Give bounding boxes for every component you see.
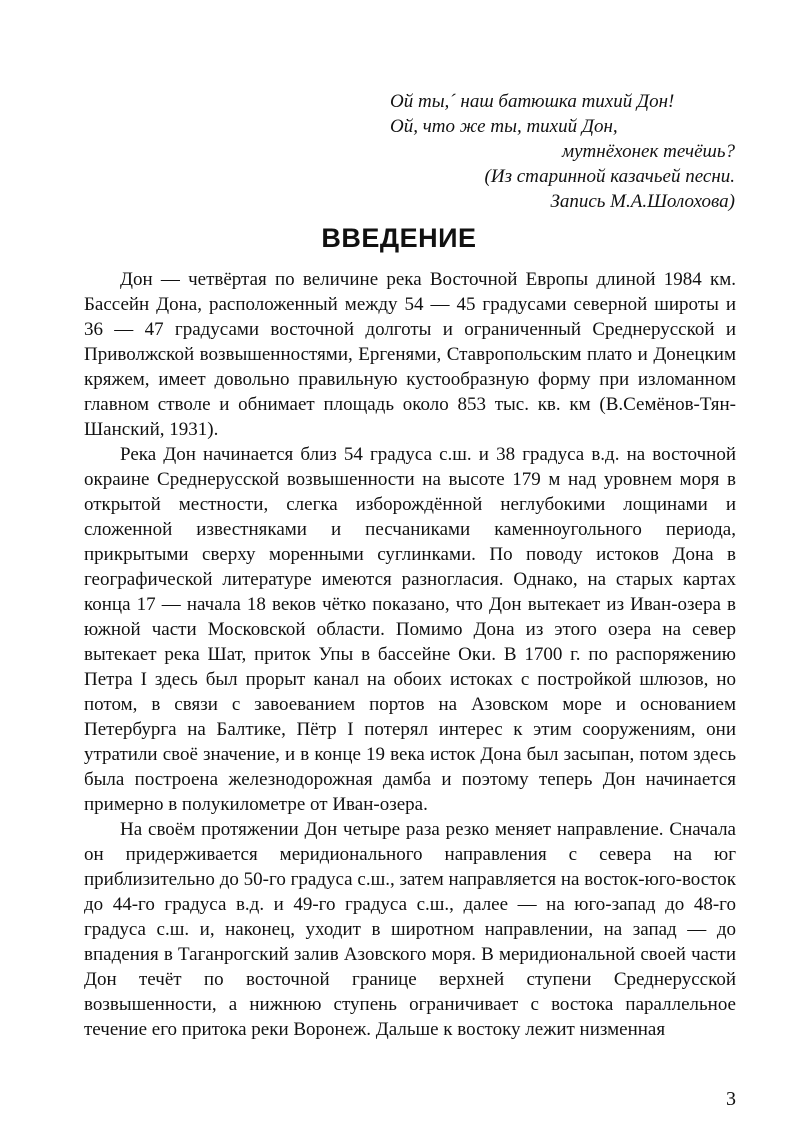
chapter-title: ВВЕДЕНИЕ [321, 223, 477, 253]
epigraph-line: (Из старинной казачьей песни. [484, 166, 735, 187]
epigraph-line: Запись М.А.Шолохова) [550, 191, 735, 212]
paragraph: Дон — четвёртая по величине река Восточной Европы длиной 1984 км. Бассейн Дона, расположенный между 54 — 45 градусами северной широты и 36 — 47 градусами восточной долготы и ограниченный Среднерусской и Приволжской возвышенностями, Ергенями, Ставропольским плато и Донецким кряжем, имеет довольно правильную кустообразную форму при изломанном главном стволе и обнимает площадь около 853 тыс. кв. км (В.Семёнов-Тян-Шанский, 1931). [84, 269, 736, 440]
paragraph: Река Дон начинается близ 54 градуса с.ш. и 38 градуса в.д. на восточной окраине Среднерусской возвышенности на высоте 179 м над уровнем моря в открытой местности, слегка изборождённой неглубокими лощинами и сложенной известняками и песчаниками каменноугольного периода, прикрытыми сверху моренными суглинками. По поводу истоков Дона в географической литературе имеются разногласия. Однако, на старых картах конца 17 — начала 18 веков чётко показано, что Дон вытекает из Иван-озера в южной части Московской области. Помимо Дона из этого озера на север вытекает река Шат, приток Упы в бассейне Оки. В 1700 г. по распоряжению Петра I здесь был прорыт канал на обоих истоках с постройкой шлюзов, но потом, в связи с завоеванием портов на Азовском море и основанием Петербурга на Балтике, Пётр I потерял интерес к этим сооружениям, они утратили своё значение, и в конце 19 века исток Дона был засыпан, потом здесь была построена железнодорожная дамба и поэтому теперь Дон начинается примерно в полукилометре от Иван-озера. [84, 444, 736, 815]
paragraph: На своём протяжении Дон четыре раза резко меняет направление. Сначала он придерживается меридионального направления с севера на юг приблизительно до 50-го градуса с.ш., затем направляется на восток-юго-восток до 44-го градуса в.д. и 49-го градуса с.ш., далее — на юго-запад до 48-го градуса с.ш. и, наконец, уходит в широтном направлении, на запад — до впадения в Таганрогский залив Азовского моря. В меридиональной своей части Дон течёт по восточной границе верхней ступени Среднерусской возвышенности, а нижнюю ступень ограничивает с востока параллельное течение его притока реки Воронеж. Дальше к востоку лежит низменная [84, 819, 736, 1040]
epigraph-line: мутнёхонек течёшь? [562, 141, 735, 162]
epigraph-line: Ой, что же ты, тихий Дон, [390, 116, 618, 137]
page-number: 3 [726, 1088, 736, 1110]
body-text [84, 267, 736, 1042]
epigraph-line: Ой ты,´ наш батюшка тихий Дон! [390, 91, 675, 112]
epigraph [370, 89, 735, 214]
